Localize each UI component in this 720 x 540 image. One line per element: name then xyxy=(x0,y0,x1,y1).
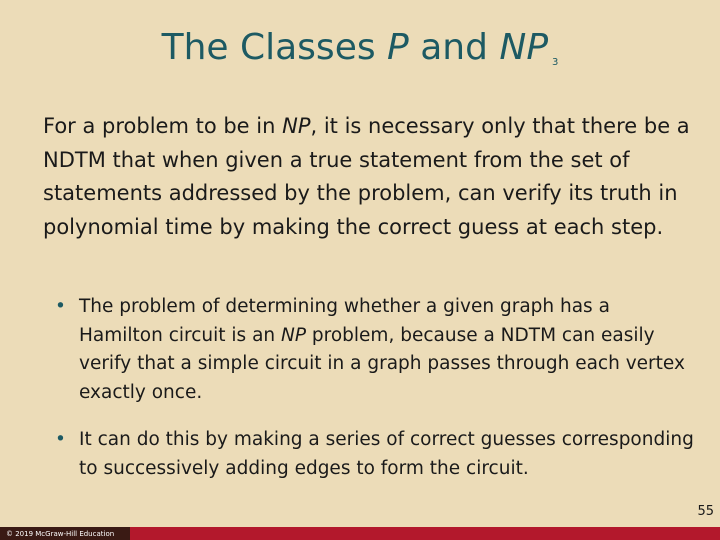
title-middle: and xyxy=(408,27,500,68)
bullet-guesses xyxy=(55,426,695,483)
bullet-hamilton-np: NP xyxy=(281,324,307,346)
title-np: NP xyxy=(499,27,549,68)
bullet-hamilton xyxy=(55,293,695,407)
main-text-np: NP xyxy=(282,114,311,138)
bullet-symbol: • xyxy=(55,429,66,450)
main-text-part1: For a problem to be in xyxy=(43,114,283,138)
bullet-hamilton-part1: The problem of determining whether a given graph has a Hamilton circuit is an xyxy=(79,296,610,346)
title-subscript: 3 xyxy=(552,57,559,68)
page-number: 55 xyxy=(697,504,714,519)
title-prefix: The Classes xyxy=(161,27,388,68)
copyright-box xyxy=(0,527,130,540)
bullet-guesses-text: It can do this by making a series of correct guesses corresponding to successively adding edges to form the circuit. xyxy=(79,429,694,479)
title-p: P xyxy=(387,27,409,68)
bullet-hamilton-part2: problem, because a NDTM can easily verify that a simple circuit in a graph passes through each vertex exactly once. xyxy=(79,324,685,403)
bullet-symbol: • xyxy=(55,296,66,317)
slide-title xyxy=(0,26,720,79)
main-text-part2: , it is necessary only that there be a NDTM that when given a true statement from the set of statements addressed by the problem, can verify its truth in polynomial time by making the correct guess at each step. xyxy=(43,114,690,239)
main-paragraph xyxy=(43,110,693,244)
copyright-text: © 2019 McGraw-Hill Education xyxy=(6,530,115,538)
